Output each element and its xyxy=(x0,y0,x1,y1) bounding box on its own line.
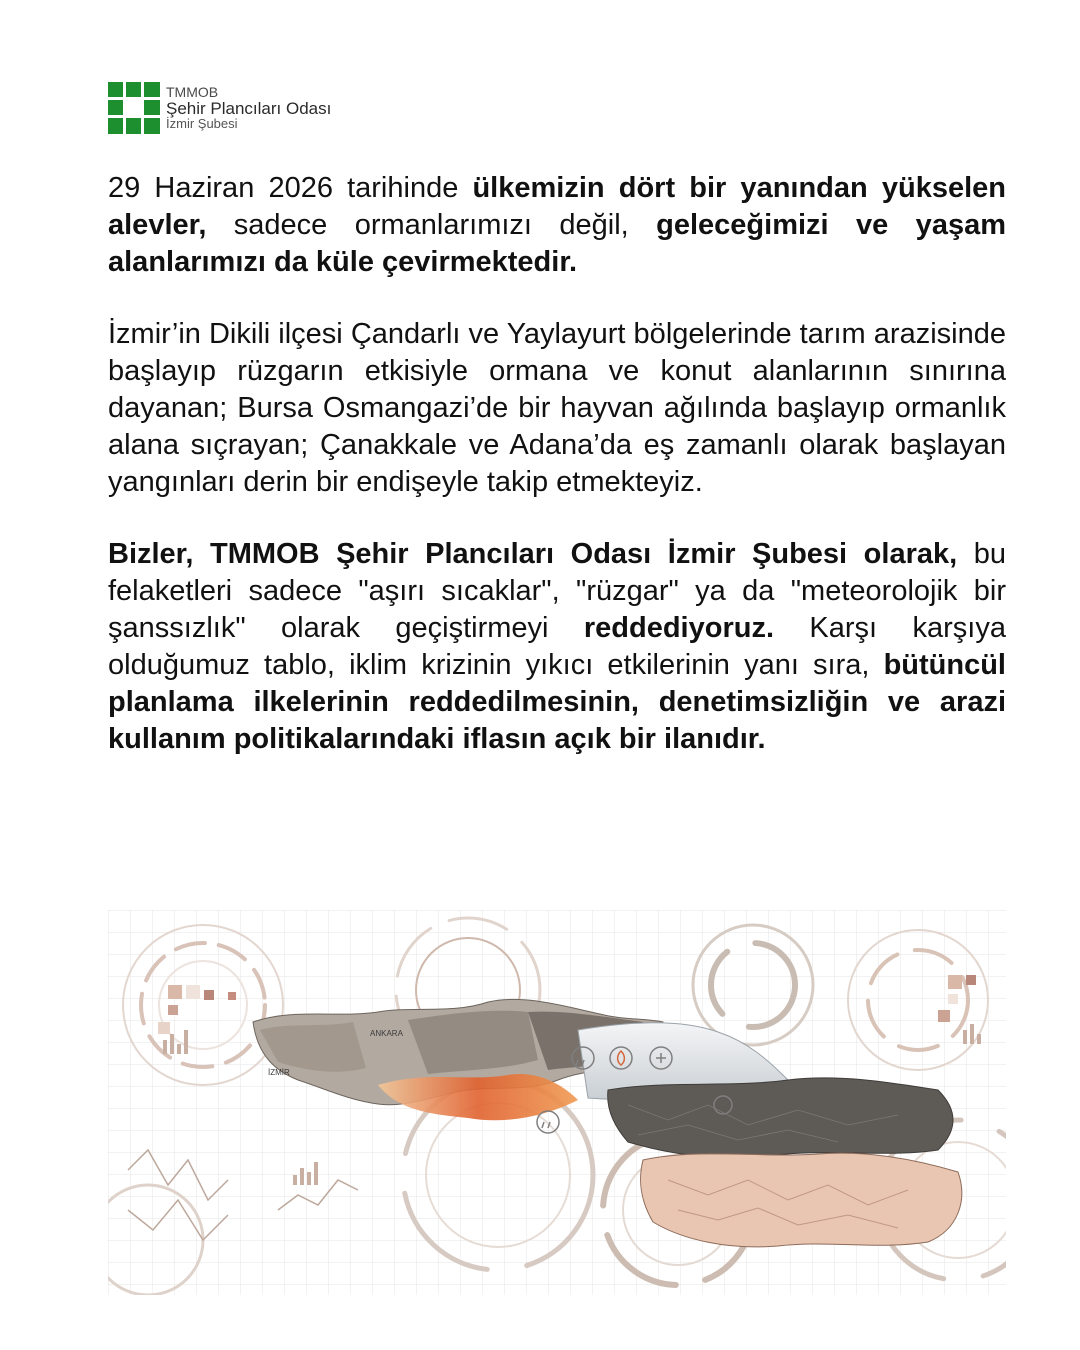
text-segment: 29 Haziran 2026 tarihinde xyxy=(108,172,473,204)
logo-line-2: Şehir Plancıları Odası xyxy=(166,98,332,118)
paragraph-3 xyxy=(108,536,1006,758)
terrain-region xyxy=(640,1153,961,1247)
logo-line-1: TMMOB xyxy=(166,83,219,100)
text-segment-bold: Bizler, TMMOB Şehir Plancıları Odası İzmir Şubesi olarak, xyxy=(108,538,958,570)
logo-line-3: İzmir Şubesi xyxy=(166,116,238,132)
text-segment-bold: reddediyoruz. xyxy=(583,612,775,644)
text-segment-bold: ülkemizin dört bir yanından yükselen alevler, xyxy=(108,172,1006,241)
text-segment-bold: geleceğimizi ve yaşam alanlarımızı da küle çevirmektedir. xyxy=(108,209,1006,278)
logo-text xyxy=(166,85,331,131)
text-segment-bold: bütüncül planlama ilkelerinin reddedilmesinin, denetimsizliğin ve arazi kullanım politikalarındaki iflasın açık bir ilanıdır. xyxy=(108,649,1006,755)
map-label-izmir: İZMİR xyxy=(268,1068,290,1077)
dark-region xyxy=(608,1078,953,1158)
text-segment: İzmir’in Dikili ilçesi Çandarlı ve Yaylayurt bölgelerinde tarım arazisinde başlayıp rüzgarın etkisiyle ormana ve konut alanlarının sınırına dayanan; Bursa Osmangazi’de bir hayvan ağılında başlayıp ormanlık alana sıçrayan; Çanakkale ve Adana’da eş zamanlı olarak başlayan yangınları derin bir endişeyle takip etmekteyiz. xyxy=(108,318,1006,498)
turkey-wildfire-illustration xyxy=(108,910,1006,1295)
text-segment: bu felaketleri sadece "aşırı sıcaklar", "rüzgar" ya da "meteorolojik bir şanssızlık" olarak geçiştirmeyi xyxy=(108,538,1006,644)
text-segment: Karşı karşıya olduğumuz tablo, iklim krizinin yıkıcı etkilerinin yanı sıra, xyxy=(108,612,1006,681)
logo-grid-icon xyxy=(108,82,160,134)
text-segment: sadece ormanlarımızı değil, xyxy=(206,209,657,241)
paragraph-2 xyxy=(108,316,1006,501)
statement-body xyxy=(108,170,1006,793)
tmmob-logo xyxy=(108,82,331,134)
map-label-ankara: ANKARA xyxy=(370,1029,403,1038)
paragraph-1 xyxy=(108,170,1006,281)
